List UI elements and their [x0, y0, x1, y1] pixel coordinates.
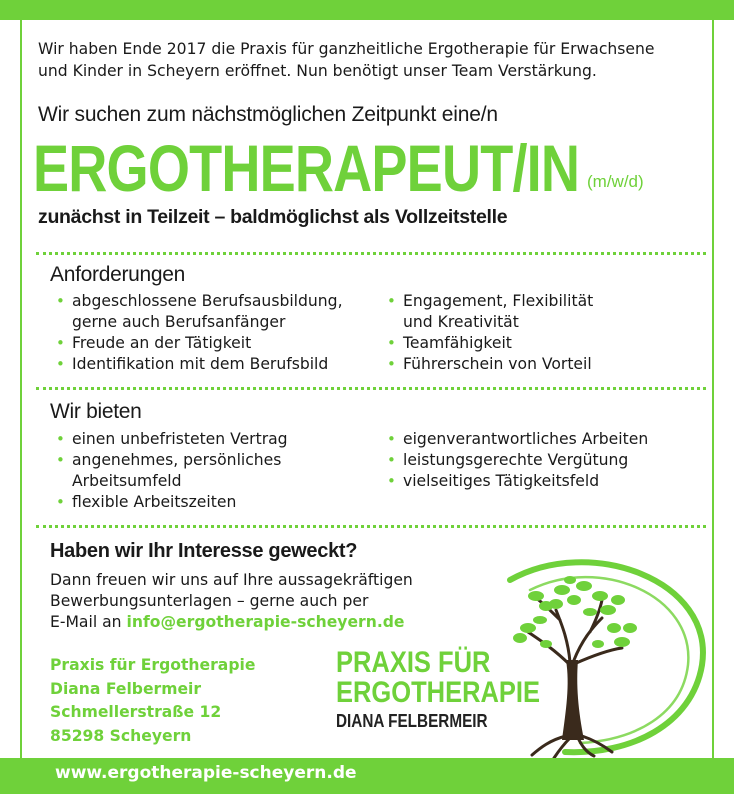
interest-text — [50, 570, 450, 633]
list-item: • Identifikation mit dem Berufsbild — [54, 354, 343, 375]
requirements-list-right — [385, 291, 593, 375]
intro-line-2: und Kinder in Scheyern eröffnet. Nun benötigt unser Team Verstärkung. — [38, 62, 597, 80]
address-line-2: Diana Felbermeir — [50, 679, 202, 698]
logo-line-2: ERGOTHERAPIE — [336, 676, 541, 709]
list-item: • flexible Arbeitszeiten — [54, 492, 288, 513]
address-line-4: 85298 Scheyern — [50, 726, 192, 745]
list-item: • leistungsgerechte Vergütung — [385, 450, 648, 471]
list-item: • Freude an der Tätigkeit — [54, 333, 343, 354]
list-item-continuation: und Kreativität — [403, 313, 519, 331]
list-item-text: Engagement, Flexibilität — [403, 292, 594, 310]
job-title-headline: ERGOTHERAPEUT/IN — [33, 131, 580, 205]
email-prefix: E-Mail an — [50, 613, 127, 631]
address-line-1: Praxis für Ergotherapie — [50, 656, 256, 674]
interest-line-1: Dann freuen wir uns auf Ihre aussagekräftigen — [50, 571, 413, 589]
interest-line-2: Bewerbungsunterlagen – gerne auch per — [50, 592, 369, 610]
gender-suffix: (m/w/d) — [587, 172, 644, 191]
search-line: Wir suchen zum nächstmöglichen Zeitpunkt eine/n — [38, 103, 498, 126]
requirements-list-left — [54, 291, 343, 375]
dotted-divider — [36, 387, 706, 390]
employment-subline: zunächst in Teilzeit – baldmöglichst als Vollzeitstelle — [38, 206, 508, 228]
offers-list-left — [54, 429, 288, 513]
logo-line-3: DIANA FELBERMEIR — [336, 711, 488, 731]
list-item-continuation: Arbeitsumfeld — [72, 472, 182, 490]
left-border — [20, 20, 22, 758]
interest-line-3 — [50, 612, 450, 633]
logo-line-1: PRAXIS FÜR — [336, 646, 491, 679]
dotted-divider — [36, 525, 706, 528]
requirements-title: Anforderungen — [50, 263, 186, 286]
interest-title: Haben wir Ihr Interesse geweckt? — [50, 540, 358, 562]
practice-logo-text — [336, 648, 576, 732]
list-item: • einen unbefristeten Vertrag — [54, 429, 288, 450]
footer-bar — [0, 758, 734, 794]
top-accent-bar — [0, 0, 734, 20]
list-item-text: angenehmes, persönliches — [72, 451, 282, 469]
intro-text — [38, 38, 708, 82]
list-item: • Führerschein von Vorteil — [385, 354, 593, 375]
headline-wrapper — [33, 130, 699, 206]
list-item-text: abgeschlossene Berufsausbildung, — [72, 292, 343, 310]
footer-website-link[interactable]: www.ergotherapie-scheyern.de — [55, 763, 357, 783]
list-item — [54, 450, 288, 492]
list-item — [54, 291, 343, 333]
offers-list-right — [385, 429, 648, 492]
list-item: • vielseitiges Tätigkeitsfeld — [385, 471, 648, 492]
dotted-divider — [36, 252, 706, 255]
list-item: • eigenverantwortliches Arbeiten — [385, 429, 648, 450]
offers-title: Wir bieten — [50, 400, 142, 423]
email-link[interactable]: info@ergotherapie-scheyern.de — [126, 613, 405, 631]
intro-line-1: Wir haben Ende 2017 die Praxis für ganzheitliche Ergotherapie für Erwachsene — [38, 40, 655, 58]
list-item: • Teamfähigkeit — [385, 333, 593, 354]
list-item-continuation: gerne auch Berufsanfänger — [72, 313, 286, 331]
address-line-3: Schmellerstraße 12 — [50, 703, 222, 721]
practice-address — [50, 654, 255, 748]
list-item — [385, 291, 593, 333]
